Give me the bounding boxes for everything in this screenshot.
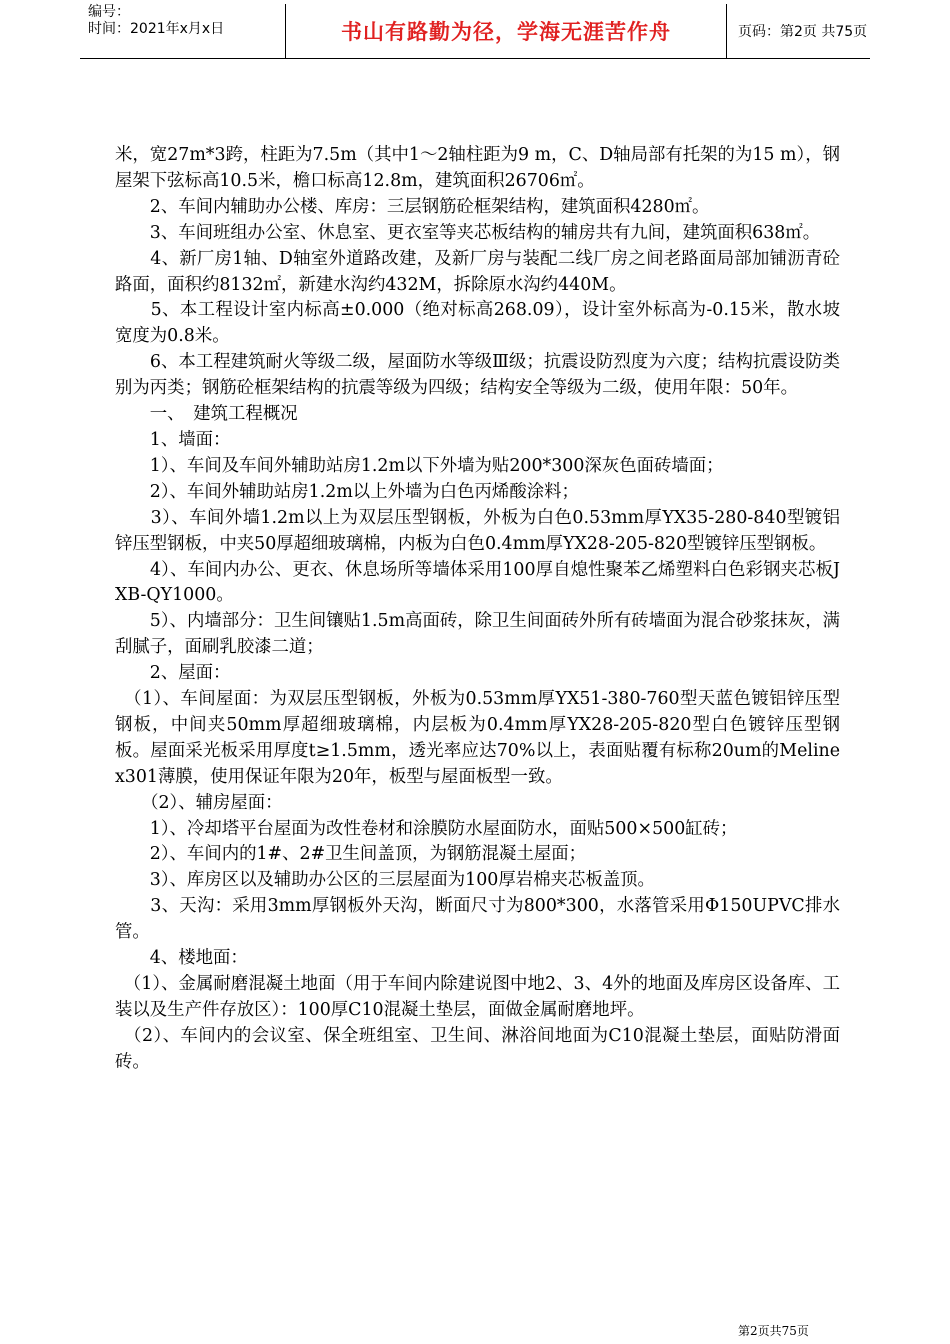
header-meta bbox=[88, 4, 280, 58]
subsection-heading: 1、墙面： bbox=[115, 429, 231, 450]
paragraph: 1）、车间及车间外辅助站房1.2m以下外墙为贴200*300深灰色面砖墙面； bbox=[115, 455, 724, 476]
paragraph: 2）、车间内的1#、2#卫生间盖顶，为钢筋混凝土屋面； bbox=[115, 844, 587, 865]
header-page-number: 页码：第2页 共75页 bbox=[738, 24, 868, 40]
paragraph: 1）、冷却塔平台屋面为改性卷材和涂膜防水屋面防水，面贴500×500缸砖； bbox=[115, 818, 738, 839]
page-header bbox=[80, 4, 870, 59]
document-date: 时间：2021年x月x日 bbox=[88, 21, 225, 37]
paragraph: 2、车间内辅助办公楼、库房：三层钢筋砼框架结构，建筑面积4280㎡。 bbox=[115, 196, 710, 217]
paragraph: 2）、车间外辅助站房1.2m以上外墙为白色丙烯酸涂料； bbox=[115, 481, 579, 502]
paragraph: 3、车间班组办公室、休息室、更衣室等夹芯板结构的辅房共有九间，建筑面积638㎡。 bbox=[115, 222, 821, 243]
subsection-heading: 2、屋面： bbox=[115, 663, 231, 684]
paragraph: （1）、金属耐磨混凝土地面（用于车间内除建说图中地2、3、4外的地面及库房区设备库、工装以及生产件存放区）：100厚C10混凝土垫层，面做金属耐磨地坪。 bbox=[115, 974, 840, 1020]
paragraph: 6、本工程建筑耐火等级二级，屋面防水等级Ⅲ级；抗震设防烈度为六度；结构抗震设防类别为丙类；钢筋砼框架结构的抗震等级为四级；结构安全等级为二级，使用年限：50年。 bbox=[115, 352, 840, 399]
paragraph: 5、本工程设计室内标高±0.000（绝对标高268.09），设计室外标高为-0.15米，散水坡宽度为0.8米。 bbox=[115, 300, 840, 347]
paragraph: （1）、车间屋面：为双层压型钢板，外板为0.53mm厚YX51-380-760型天蓝色镀铝锌压型钢板，中间夹50mm厚超细玻璃棉，内层板为0.4mm厚YX28-205-820型白色镀锌压型钢板。屋面采光板采用厚度t≥1.5mm，透光率应达70%以上，表面贴覆有标称20um的Melinex301薄膜，使用保证年限为20年，板型与屋面板型一致。 bbox=[115, 689, 840, 787]
paragraph: 3、天沟：采用3mm厚钢板外天沟，断面尺寸为800*300，水落管采用Φ150UPVC排水管。 bbox=[115, 896, 840, 943]
paragraph: 5）、内墙部分：卫生间镶贴1.5m高面砖，除卫生间面砖外所有砖墙面为混合砂浆抹灰，满刮腻子，面刷乳胶漆二道； bbox=[115, 611, 840, 658]
document-number-label: 编号： bbox=[88, 4, 130, 20]
paragraph: （2）、车间内的会议室、保全班组室、卫生间、淋浴间地面为C10混凝土垫层，面贴防滑面砖。 bbox=[115, 1025, 840, 1072]
paragraph: 4）、车间内办公、更衣、休息场所等墙体采用100厚自熄性聚苯乙烯塑料白色彩钢夹芯板JXB-QY1000。 bbox=[115, 559, 840, 606]
paragraph: 4、新厂房1轴、D轴室外道路改建，及新厂房与装配二线厂房之间老路面局部加铺沥青砼路面，面积约8132㎡，新建水沟约432M，拆除原水沟约440M。 bbox=[115, 248, 840, 295]
subsection-heading: （2）、辅房屋面： bbox=[115, 792, 283, 813]
section-heading: 一、 建筑工程概况 bbox=[115, 404, 298, 425]
paragraph: 3）、车间外墙1.2m以上为双层压型钢板，外板为白色0.53mm厚YX35-280-840型镀铝锌压型钢板，中夹50厚超细玻璃棉，内板为白色0.4mm厚YX28-205-820型镀锌压型钢板。 bbox=[115, 507, 840, 554]
page-footer-number: 第2页共75页 bbox=[738, 1324, 809, 1338]
paragraph: 3）、库房区以及辅助办公区的三层屋面为100厚岩棉夹芯板盖顶。 bbox=[115, 870, 655, 891]
paragraph: 米，宽27m*3跨，柱距为7.5m（其中1～2轴柱距为9 m，C、D轴局部有托架的为15 m），钢屋架下弦标高10.5米，檐口标高12.8m，建筑面积26706㎡。 bbox=[115, 145, 840, 191]
subsection-heading: 4、楼地面： bbox=[115, 948, 248, 969]
document-body bbox=[115, 143, 840, 1076]
header-motto: 书山有路勤为径，学海无涯苦作舟 bbox=[285, 4, 727, 58]
